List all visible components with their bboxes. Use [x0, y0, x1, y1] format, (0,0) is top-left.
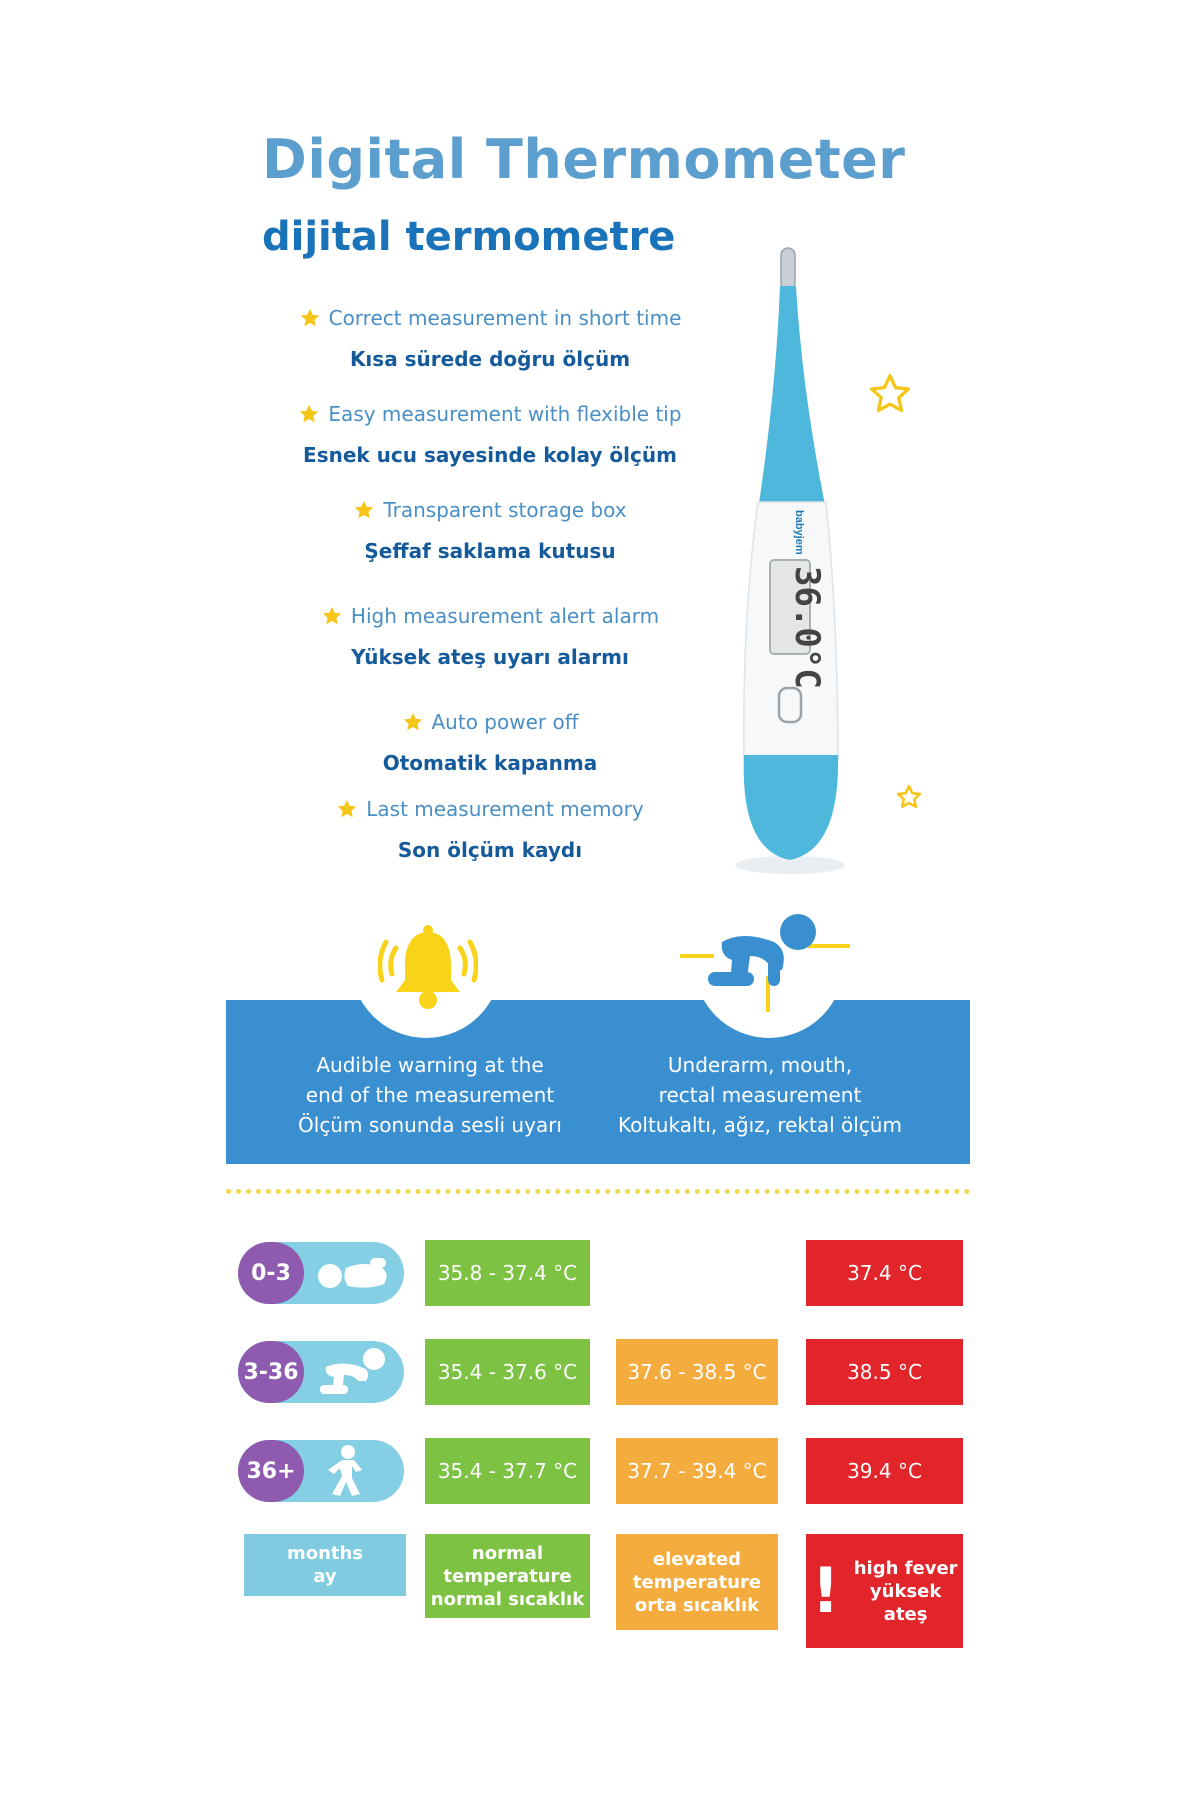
- feature-text-en: Correct measurement in short time: [328, 306, 682, 330]
- legend-line: months: [286, 1543, 364, 1564]
- age-range: 3-36: [238, 1341, 304, 1403]
- caption-line: Koltukaltı, ağız, rektal ölçüm: [618, 1113, 902, 1137]
- outline-star-icon: [896, 784, 922, 810]
- legend-line: temperature: [632, 1571, 762, 1593]
- feature-text-en: Transparent storage box: [383, 498, 627, 522]
- brand-text: babyjem: [793, 510, 805, 555]
- thermometer-illustration: [710, 240, 860, 880]
- star-icon: [298, 403, 320, 425]
- legend-line: elevated: [652, 1548, 742, 1570]
- star-icon: [402, 711, 424, 733]
- star-icon: [353, 499, 375, 521]
- age-badge: [238, 1242, 404, 1304]
- legend-high-fever: [806, 1534, 963, 1648]
- feature-text-tr: Esnek ucu sayesinde kolay ölçüm: [303, 443, 677, 467]
- feature-item: [250, 402, 730, 467]
- feature-text-en: Last measurement memory: [366, 797, 644, 821]
- outline-star-icon: [868, 372, 912, 416]
- legend-line: normal sıcaklık: [430, 1588, 585, 1610]
- feature-item: [250, 797, 730, 862]
- feature-text-en: Auto power off: [431, 710, 579, 734]
- thermometer-display: 36.0°C: [787, 566, 827, 689]
- legend-line: yüksek: [869, 1580, 942, 1602]
- legend-line: ateş: [883, 1603, 928, 1625]
- crawling-child-icon: [312, 1345, 396, 1399]
- star-icon: [299, 307, 321, 329]
- age-badge: [238, 1440, 404, 1502]
- feature-text-tr: Yüksek ateş uyarı alarmı: [351, 645, 629, 669]
- age-range: 36+: [238, 1440, 304, 1502]
- feature-text-tr: Kısa sürede doğru ölçüm: [349, 347, 631, 371]
- feature-text-en: Easy measurement with flexible tip: [328, 402, 682, 426]
- exclamation-icon: !: [811, 1554, 840, 1627]
- legend-line: orta sıcaklık: [634, 1594, 760, 1616]
- caption-line: Audible warning at the: [316, 1053, 544, 1077]
- legend-line: normal: [471, 1542, 544, 1564]
- elevated-range-cell: 37.7 - 39.4 °C: [616, 1438, 778, 1504]
- star-icon: [336, 798, 358, 820]
- age-range: 0-3: [238, 1242, 304, 1304]
- page-subtitle: dijital termometre: [262, 214, 676, 260]
- legend-line: temperature: [443, 1565, 572, 1587]
- feature-text-tr: Şeffaf saklama kutusu: [364, 539, 616, 563]
- band-caption-warning: [270, 1050, 590, 1140]
- feature-item: [250, 498, 730, 563]
- legend-normal: [425, 1534, 590, 1618]
- feature-item: [250, 604, 730, 669]
- legend-elevated: [616, 1534, 778, 1630]
- infant-icon: [312, 1246, 396, 1300]
- high-fever-cell: 39.4 °C: [806, 1438, 963, 1504]
- age-badge: [238, 1341, 404, 1403]
- high-fever-cell: 38.5 °C: [806, 1339, 963, 1405]
- caption-line: Underarm, mouth,: [667, 1053, 853, 1077]
- caption-line: Ölçüm sonunda sesli uyarı: [298, 1113, 562, 1137]
- band-caption-measurement: [600, 1050, 920, 1140]
- feature-text-tr: Otomatik kapanma: [382, 751, 598, 775]
- crawling-baby-icon: [680, 912, 850, 1022]
- legend-months: [244, 1534, 406, 1596]
- feature-text-tr: Son ölçüm kaydı: [397, 838, 583, 862]
- high-fever-cell: 37.4 °C: [806, 1240, 963, 1306]
- feature-item: [250, 306, 730, 371]
- legend-line: high fever: [853, 1557, 958, 1579]
- caption-line: rectal measurement: [658, 1083, 862, 1107]
- brand-logo: [793, 510, 805, 555]
- bell-icon: [378, 918, 478, 1018]
- normal-range-cell: 35.4 - 37.7 °C: [425, 1438, 590, 1504]
- caption-line: end of the measurement: [305, 1083, 555, 1107]
- page-title: Digital Thermometer: [262, 128, 906, 191]
- legend-line: ay: [313, 1566, 337, 1587]
- normal-range-cell: 35.4 - 37.6 °C: [425, 1339, 590, 1405]
- dotted-divider: [226, 1189, 970, 1194]
- feature-text-en: High measurement alert alarm: [350, 604, 660, 628]
- walking-child-icon: [312, 1444, 396, 1498]
- star-icon: [321, 605, 343, 627]
- feature-item: [250, 710, 730, 775]
- normal-range-cell: 35.8 - 37.4 °C: [425, 1240, 590, 1306]
- elevated-range-cell: 37.6 - 38.5 °C: [616, 1339, 778, 1405]
